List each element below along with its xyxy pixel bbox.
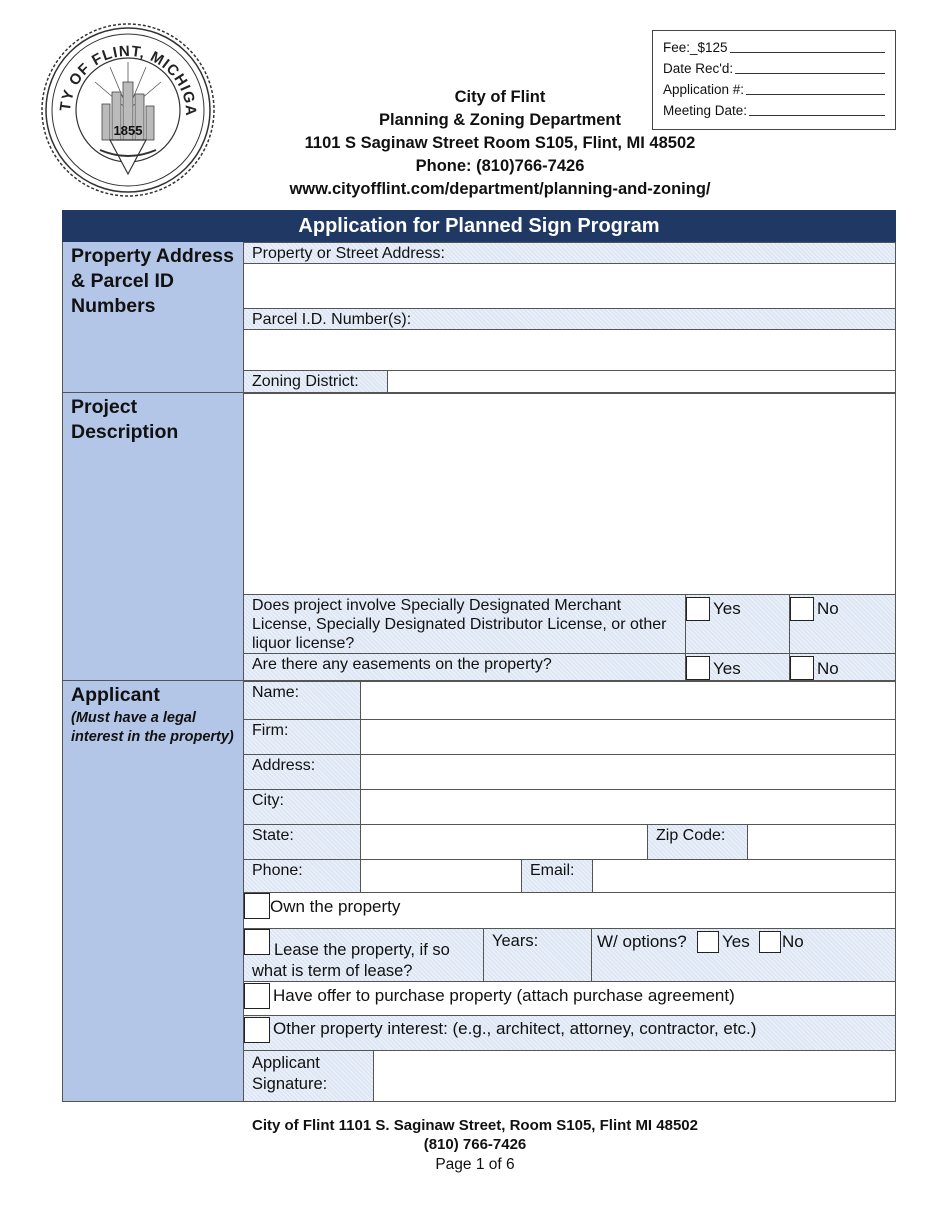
parcel-id-label: Parcel I.D. Number(s): — [243, 308, 896, 330]
form-title: Application for Planned Sign Program — [62, 210, 896, 242]
date-received-line[interactable] — [735, 58, 885, 74]
signature-label: Applicant Signature: — [243, 1050, 374, 1102]
fee-value: _$125 — [690, 40, 728, 55]
email-label: Email: — [521, 859, 593, 893]
state-input[interactable] — [360, 824, 648, 860]
zoning-district-label: Zoning District: — [243, 370, 388, 393]
options-no-label: No — [782, 932, 804, 951]
header-city: City of Flint — [454, 88, 546, 106]
email-input[interactable] — [592, 859, 896, 893]
header-department: Planning & Zoning Department — [379, 111, 621, 129]
city-input[interactable] — [360, 789, 896, 825]
phone-label: Phone: — [243, 859, 361, 893]
options-no-checkbox[interactable] — [759, 931, 781, 953]
own-checkbox[interactable] — [244, 893, 270, 919]
easement-yes-label: Yes — [713, 659, 741, 678]
years-label: Years: — [483, 928, 592, 982]
meeting-date-line[interactable] — [749, 100, 885, 116]
seal-year: 1855 — [113, 123, 143, 138]
street-address-label: Property or Street Address: — [243, 242, 896, 264]
easement-no-checkbox[interactable] — [790, 656, 814, 680]
liquor-license-question: Does project involve Specially Designated Merchant License, Specially Designated Distributor License, or other liquor license? — [243, 594, 686, 654]
fee-line[interactable] — [730, 37, 885, 53]
own-label: Own the property — [270, 897, 401, 916]
project-description-input[interactable] — [243, 393, 896, 595]
city-label: City: — [243, 789, 361, 825]
phone-input[interactable] — [360, 859, 522, 893]
options-yes-checkbox[interactable] — [697, 931, 719, 953]
name-input[interactable] — [360, 681, 896, 720]
date-received-row — [663, 58, 885, 79]
application-number-row — [663, 79, 885, 100]
street-address-input[interactable] — [243, 263, 896, 309]
easement-yes-checkbox[interactable] — [686, 656, 710, 680]
liquor-no-checkbox[interactable] — [790, 597, 814, 621]
applicant-note: (Must have a legal interest in the property) — [71, 710, 234, 745]
firm-input[interactable] — [360, 719, 896, 755]
options-yes-label: Yes — [722, 932, 750, 951]
meeting-date-label: Meeting Date: — [663, 103, 748, 118]
city-seal-graphic — [40, 22, 216, 198]
page-number: Page 1 of 6 — [435, 1156, 515, 1173]
offer-checkbox[interactable] — [244, 983, 270, 1009]
meeting-date-row — [663, 100, 885, 121]
liquor-yes-label: Yes — [713, 599, 741, 618]
property-section-label: Property Address & Parcel ID Numbers — [62, 242, 244, 393]
address-input[interactable] — [360, 754, 896, 790]
header-phone: Phone: (810)766-7426 — [415, 157, 585, 175]
project-section-label: Project Description — [62, 393, 244, 681]
firm-label: Firm: — [243, 719, 361, 755]
liquor-no-label: No — [817, 599, 839, 618]
application-number-label: Application #: — [663, 82, 745, 97]
header-website[interactable]: www.cityofflint.com/department/planning-and-zoning/ — [289, 180, 711, 198]
city-seal — [40, 22, 216, 198]
other-checkbox[interactable] — [244, 1017, 270, 1043]
lease-checkbox[interactable] — [244, 929, 270, 955]
offer-label: Have offer to purchase property (attach purchase agreement) — [273, 986, 735, 1005]
parcel-id-input[interactable] — [243, 329, 896, 371]
easement-no-label: No — [817, 659, 839, 678]
applicant-section-label — [62, 681, 244, 1102]
footer-address: City of Flint 1101 S. Saginaw Street, Room S105, Flint MI 48502 — [252, 1117, 698, 1134]
state-label: State: — [243, 824, 361, 860]
applicant-heading: Applicant — [71, 684, 160, 706]
lease-label: Lease the property, if so what is term of lease? — [243, 928, 484, 982]
zip-code-input[interactable] — [747, 824, 896, 860]
other-label: Other property interest: (e.g., architect, attorney, contractor, etc.) — [273, 1019, 757, 1038]
easement-question: Are there any easements on the property? — [243, 653, 686, 681]
address-label: Address: — [243, 754, 361, 790]
footer-phone: (810) 766-7426 — [423, 1136, 527, 1153]
office-use-box — [652, 30, 896, 130]
zoning-district-input[interactable] — [387, 370, 896, 393]
header-address: 1101 S Saginaw Street Room S105, Flint, MI 48502 — [304, 134, 696, 152]
signature-input[interactable] — [373, 1050, 896, 1102]
date-received-label: Date Rec'd: — [663, 61, 734, 76]
application-number-line[interactable] — [746, 79, 885, 95]
fee-row — [663, 37, 885, 58]
zip-code-label: Zip Code: — [647, 824, 748, 860]
fee-label: Fee: — [663, 40, 691, 55]
options-label: W/ options? — [597, 932, 687, 951]
name-label: Name: — [243, 681, 361, 720]
seal-ring-text: TY OF FLINT, MICHIGA — [56, 42, 200, 118]
liquor-yes-checkbox[interactable] — [686, 597, 710, 621]
